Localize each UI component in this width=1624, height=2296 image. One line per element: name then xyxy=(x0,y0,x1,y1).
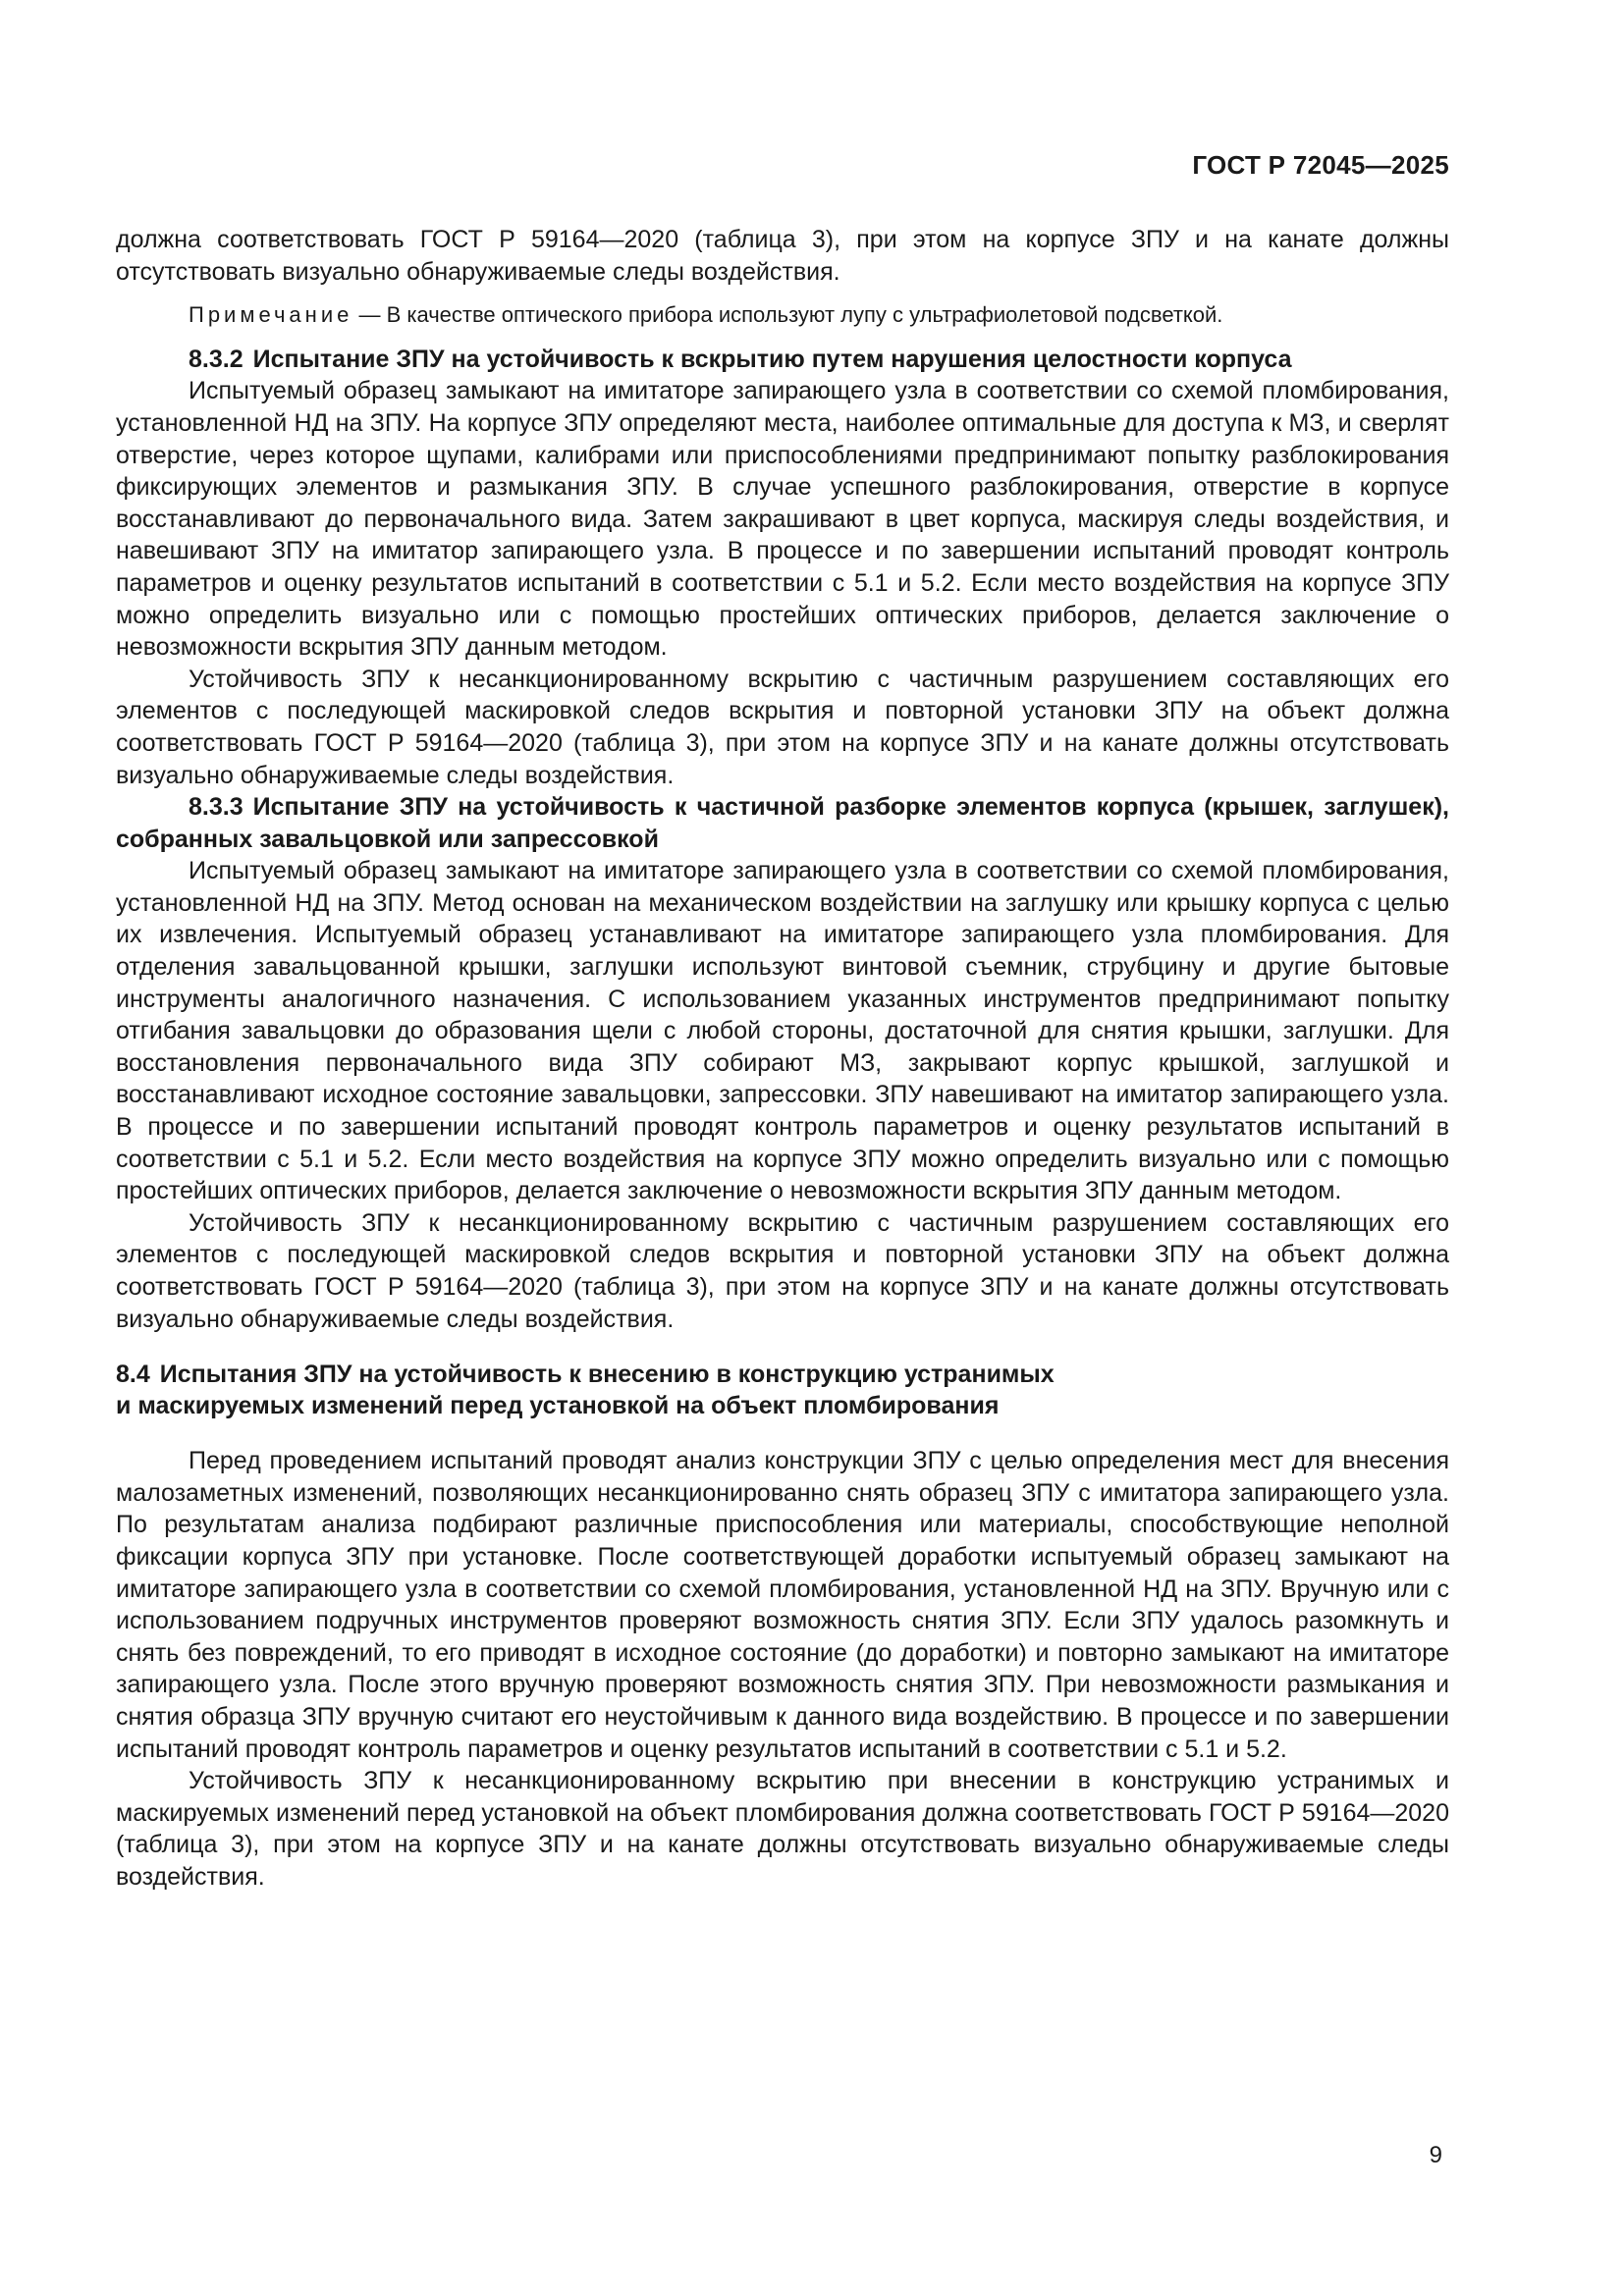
section-number: 8.4 xyxy=(116,1361,150,1389)
section-8-4-paragraph-2: Устойчивость ЗПУ к несанкционированному вскрытию при внесении в конструкцию устранимых и маскируемых изменений перед установкой на объект пломбирования должна соответствовать ГОСТ Р 59164—2020 (таблица 3), при этом на корпусе ЗПУ и на канате должны отсутствовать визуально обнаруживаемые следы воздействия. xyxy=(116,1767,1449,1891)
page-number: 9 xyxy=(1429,2142,1442,2168)
section-title: Испытания ЗПУ на устойчивость к внесению в конструкцию устранимых xyxy=(159,1361,1055,1389)
section-8-4-title-line-1 xyxy=(116,1359,1449,1390)
section-8-4-title-line-2: и маскируемых изменений перед установкой на объект пломбирования xyxy=(116,1392,1000,1420)
intro-paragraph: должна соответствовать ГОСТ Р 59164—2020 (таблица 3), при этом на корпусе ЗПУ и на канате должны отсутствовать визуально обнаруживаемые следы воздействия. xyxy=(116,226,1449,286)
section-number: 8.3.2 xyxy=(189,345,244,373)
page-body xyxy=(116,224,1449,1894)
section-8-3-3-heading xyxy=(116,791,1449,855)
section-8-3-2-paragraph-1: Испытуемый образец замыкают на имитаторе запирающего узла в соответствии со схемой пломбирования, установленной НД на ЗПУ. На корпусе ЗПУ определяют места, наиболее оптимальные для доступа к МЗ, и сверлят отверстие, через которое щупами, калибрами или приспособлениями предпринимают попытку разблокирования фиксирующих элементов и размыкания ЗПУ. В случае успешного разблокирования, отверстие в корпусе восстанавливают до первоначального вида. Затем закрашивают в цвет корпуса, маскируя следы воздействия, и навешивают ЗПУ на имитатор запирающего узла. В процессе и по завершении испытаний проводят контроль параметров и оценку результатов испытаний в соответствии с 5.1 и 5.2. Если место воздействия на корпусе ЗПУ можно определить визуально или с помощью простейших оптических приборов, делается заключение о невозможности вскрытия ЗПУ данным методом. xyxy=(116,377,1449,662)
note-label: Примечание xyxy=(189,302,353,328)
standard-header: ГОСТ Р 72045—2025 xyxy=(1192,150,1449,180)
section-8-3-2-paragraph-2: Устойчивость ЗПУ к несанкционированному вскрытию с частичным разрушением составляющих его элементов с последующей маскировкой следов вскрытия и повторной установки ЗПУ на объект должна соответствовать ГОСТ Р 59164—2020 (таблица 3), при этом на корпусе ЗПУ и на канате должны отсутствовать визуально обнаруживаемые следы воздействия. xyxy=(116,665,1449,789)
section-8-4-paragraph-1: Перед проведением испытаний проводят анализ конструкции ЗПУ с целью определения мест для внесения малозаметных изменений, позволяющих несанкционированно снять образец ЗПУ с имитатора запирающего узла. По результатам анализа подбирают различные приспособления или материалы, способствующие неполной фиксации корпуса ЗПУ при установке. После соответствующей доработки испытуемый образец замыкают на имитаторе запирающего узла в соответствии со схемой пломбирования, установленной НД на ЗПУ. Вручную или с использованием подручных инструментов проверяют возможность снятия ЗПУ. Если ЗПУ удалось разомкнуть и снять без повреждений, то его приводят в исходное состояние (до доработки) и повторно замыкают на имитаторе запирающего узла. После этого вручную проверяют возможность снятия ЗПУ. При невозможности размыкания и снятия образца ЗПУ вручную считают его неустойчивым к данного вида воздействию. В процессе и по завершении испытаний проводят контроль параметров и оценку результатов испытаний в соответствии с 5.1 и 5.2. xyxy=(116,1447,1449,1763)
section-8-3-3-paragraph-1: Испытуемый образец замыкают на имитаторе запирающего узла в соответствии со схемой пломбирования, установленной НД на ЗПУ. Метод основан на механическом воздействии на заглушку или крышку корпуса с целью их извлечения. Испытуемый образец устанавливают на имитаторе запирающего узла пломбирования. Для отделения завальцованной крышки, заглушки используют винтовой съемник, струбцину и другие бытовые инструменты аналогичного назначения. С использованием указанных инструментов предпринимают попытку отгибания завальцовки до образования щели с любой стороны, достаточной для снятия крышки, заглушки. Для восстановления первоначального вида ЗПУ собирают МЗ, закрывают корпус крышкой, заглушкой и восстанавливают исходное состояние завальцовки, запрессовки. ЗПУ навешивают на имитатор запирающего узла. В процессе и по завершении испытаний проводят контроль параметров и оценку результатов испытаний в соответствии с 5.1 и 5.2. Если место воздействия на корпусе ЗПУ можно определить визуально или с помощью простейших оптических приборов, делается заключение о невозможности вскрытия ЗПУ данным методом. xyxy=(116,857,1449,1205)
section-title: Испытание ЗПУ на устойчивость к вскрытию путем нарушения целостности корпуса xyxy=(252,345,1292,373)
note xyxy=(116,299,1449,332)
section-8-4-heading xyxy=(116,1359,1449,1421)
section-title: Испытание ЗПУ на устойчивость к частичной разборке элементов корпуса (крышек, заглушек), собранных завальцовкой или запрессовкой xyxy=(116,793,1449,853)
section-number: 8.3.3 xyxy=(189,793,244,822)
section-8-3-3-paragraph-2: Устойчивость ЗПУ к несанкционированному вскрытию с частичным разрушением составляющих его элементов с последующей маскировкой следов вскрытия и повторной установки ЗПУ на объект должна соответствовать ГОСТ Р 59164—2020 (таблица 3), при этом на корпусе ЗПУ и на канате должны отсутствовать визуально обнаруживаемые следы воздействия. xyxy=(116,1208,1449,1333)
section-8-3-2-heading xyxy=(116,344,1449,376)
note-text: — В качестве оптического прибора используют лупу с ультрафиолетовой подсветкой. xyxy=(352,302,1223,328)
